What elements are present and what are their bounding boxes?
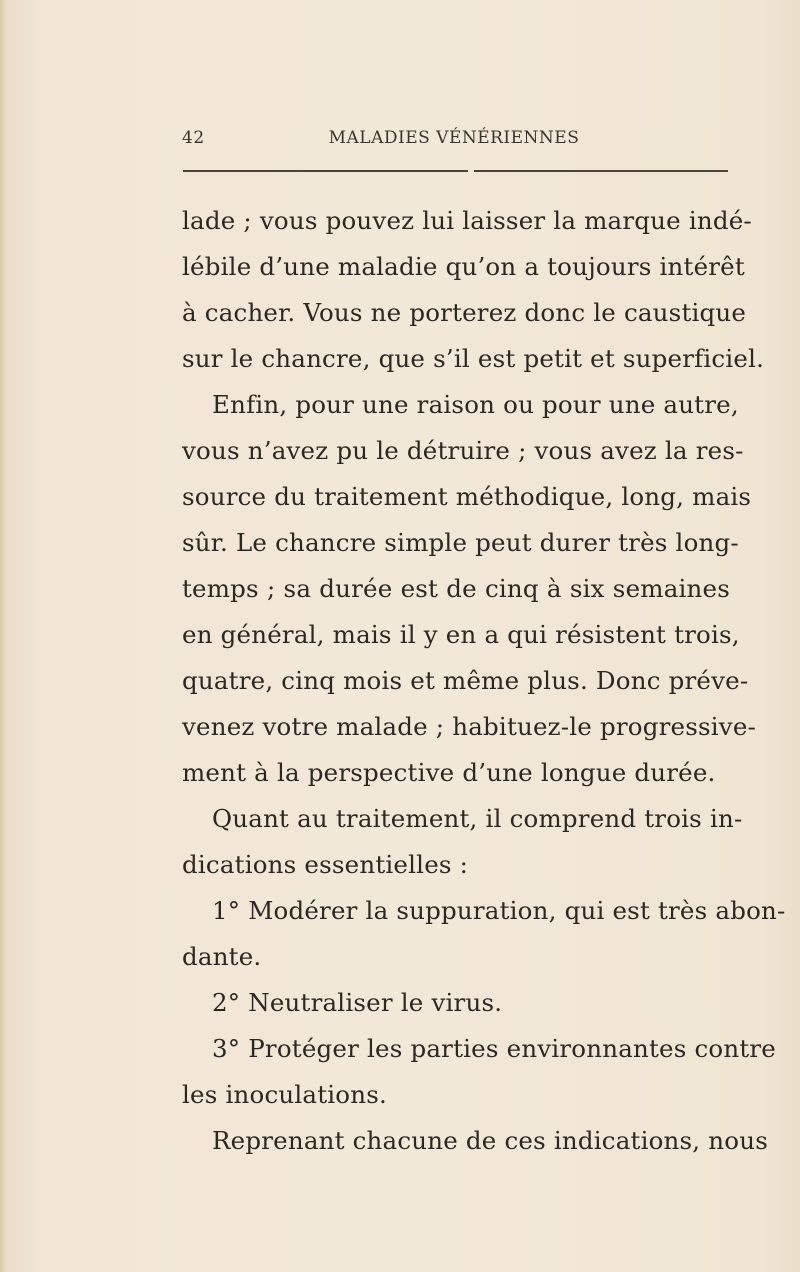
- running-head: [180, 128, 728, 154]
- text-line: sûr. Le chancre simple peut durer très long-: [182, 528, 739, 557]
- text-line: à cacher. Vous ne porterez donc le caustique: [182, 298, 747, 327]
- text-line: dications essentielles :: [182, 850, 469, 879]
- text-line: vous n’avez pu le détruire ; vous avez la res-: [182, 436, 744, 465]
- header-rule-gap: [468, 168, 474, 174]
- text-line: Quant au traitement, il comprend trois in-: [212, 804, 743, 833]
- text-line: quatre, cinq mois et même plus. Donc préve-: [182, 666, 749, 695]
- text-line: lébile d’une maladie qu’on a toujours intérêt: [182, 252, 745, 281]
- text-line: dante.: [182, 942, 262, 971]
- text-line: sur le chancre, que s’il est petit et superficiel.: [182, 344, 765, 373]
- text-line: venez votre malade ; habituez-le progressive-: [182, 712, 757, 741]
- text-line: 3° Protéger les parties environnantes contre: [212, 1034, 777, 1063]
- text-line: en général, mais il y en a qui résistent trois,: [182, 620, 740, 649]
- text-line: lade ; vous pouvez lui laisser la marque indé-: [182, 206, 752, 235]
- text-line: source du traitement méthodique, long, mais: [182, 482, 752, 511]
- text-line: Enfin, pour une raison ou pour une autre,: [212, 390, 739, 419]
- text-line: ment à la perspective d’une longue durée.: [182, 758, 716, 787]
- text-line: Reprenant chacune de ces indications, nous: [212, 1126, 768, 1155]
- running-title: MALADIES VÉNÉRIENNES: [328, 128, 580, 148]
- text-line: 1° Modérer la suppuration, qui est très abon-: [212, 896, 786, 925]
- header-rule: [183, 170, 728, 172]
- page-number: 42: [182, 128, 205, 148]
- text-line: temps ; sa durée est de cinq à six semaines: [182, 574, 730, 603]
- body-text: [182, 198, 786, 1164]
- text-line: les inoculations.: [182, 1080, 387, 1109]
- page-edge-shadow: [0, 0, 6, 1272]
- text-line: 2° Neutraliser le virus.: [212, 988, 503, 1017]
